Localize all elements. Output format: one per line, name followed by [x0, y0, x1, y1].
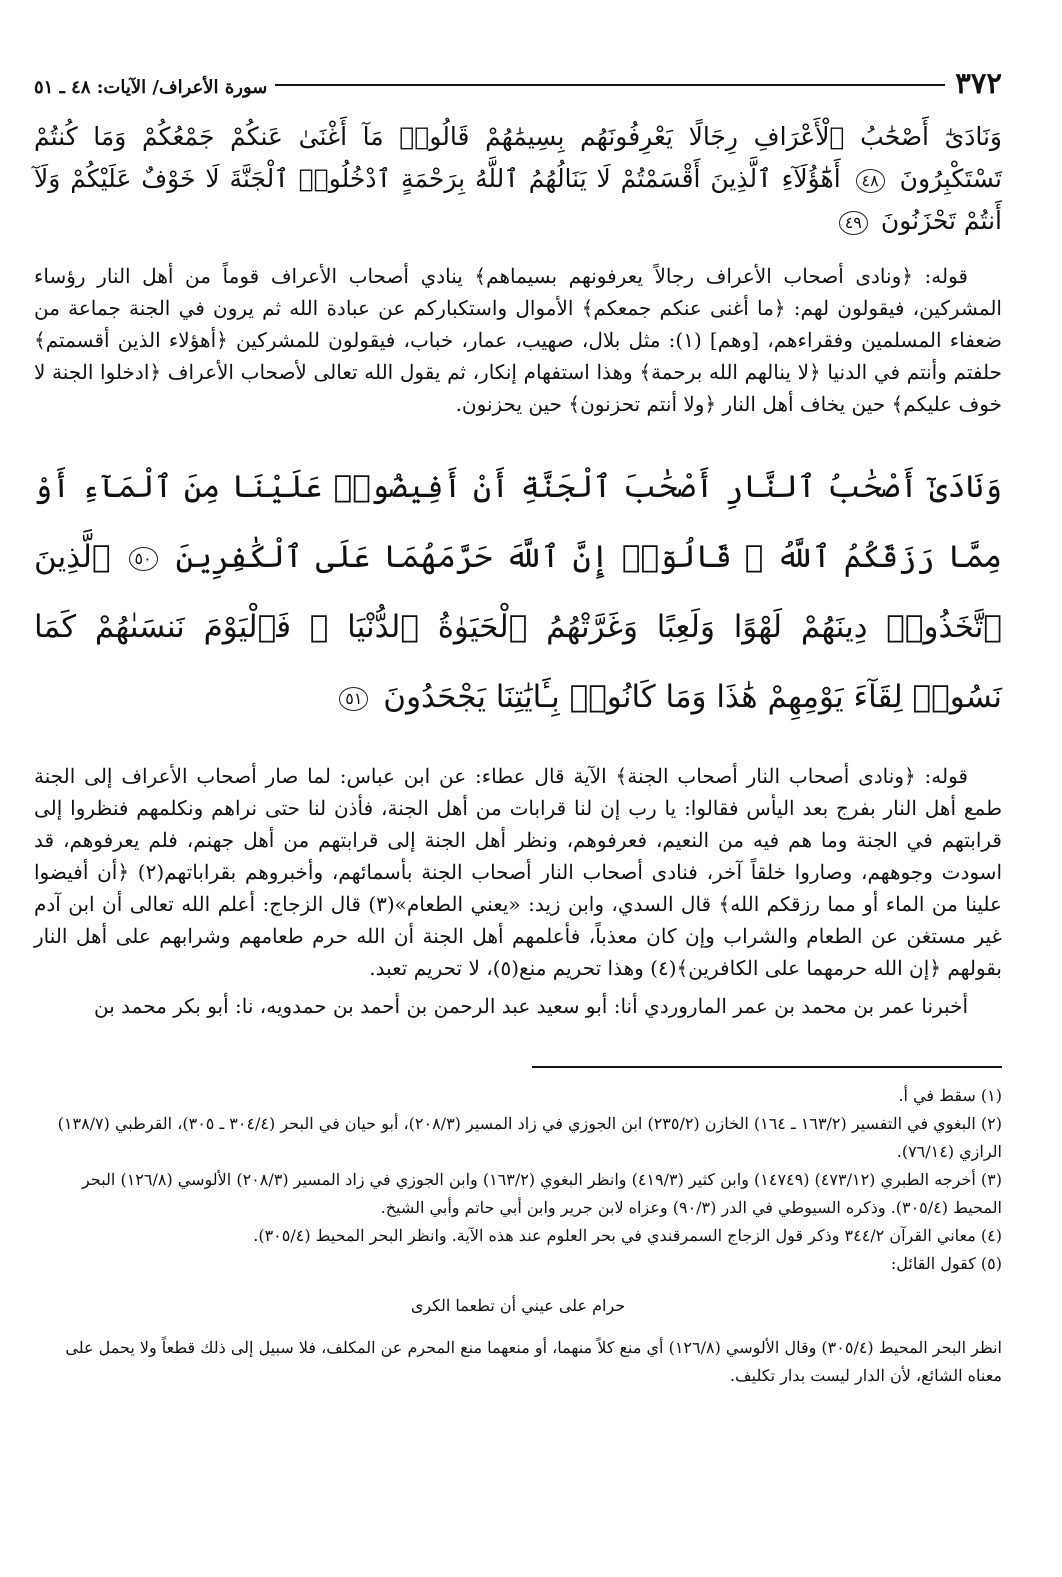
commentary-paragraph: قوله: ﴿ونادى أصحاب الأعراف رجالاً يعرفونهم بسيماهم﴾ ينادي أصحاب الأعراف قوماً من أهل النار رؤساء المشركين، فيقولون لهم: ﴿ما أغنى عنكم جمعكم﴾ الأموال واستكباركم عن عبادة الله ثم يرون في الجنة جماعة من ضعفاء المسلمين وفقراءهم، [وهم] (١): مثل بلال، صهيب، عمار، خباب، فيقولون للمشركين ﴿أهؤلاء الذين أقسمتم﴾ حلفتم وأنتم في الدنيا ﴿لا ينالهم الله برحمة﴾ وهذا استفهام إنكار، ثم يقول الله تعالى لأصحاب الأعراف ﴿ادخلوا الجنة لا خوف عليكم﴾ حين يخاف أهل النار ﴿ولا أنتم تحزنون﴾ حين يحزنون.: [34, 264, 1002, 416]
commentary-verses-48-49: [34, 260, 1002, 420]
quran-verses-50-51: [34, 452, 1002, 732]
ayah-marker-50: ٥٠: [129, 547, 158, 571]
running-header: [34, 56, 1002, 98]
footnotes: [34, 1082, 1002, 1390]
footnote-separator: [532, 1066, 1002, 1068]
footnote-4: (٤) معاني القرآن ٣٤٤/٢ وذكر قول الزجاج السمرقندي في بحر العلوم عند هذه الآية. وانظر البحر المحيط (٣٠٥/٤).: [253, 1226, 1002, 1245]
footnote-5-continuation: انظر البحر المحيط (٣٠٥/٤) وقال الألوسي (١٢٦/٨) أي منع كلاً منهما، أو منعهما منع المحرم عن المكلف، فلا سبيل إلى ذلك قطعاً ولا يحمل على معناه الشائع، لأن الدار ليست بدار تكليف.: [65, 1338, 1002, 1385]
page-number: ٣٧٢: [955, 66, 1002, 100]
commentary-paragraph: قوله: ﴿ونادى أصحاب النار أصحاب الجنة﴾ الآية قال عطاء: عن ابن عباس: لما صار أصحاب الأعراف إلى الجنة طمع أهل النار بفرج بعد اليأس فقالوا: يا رب إن لنا قرابات من أهل الجنة، فأذن لنا حتى نراهم ونكلمهم فنظروا إلى قرابتهم في الجنة وما هم فيه من النعيم، فعرفوهم، ونظر أهل الجنة إلى قرابتهم من أهل جهنم، فلم يعرفوهم، قد اسودت وجوههم، وصاروا خلقاً آخر، فنادى أصحاب النار أصحاب الجنة بأسمائهم، وأخبروهم بقراباتهم(٢) ﴿أن أفيضوا علينا من الماء أو مما رزقكم الله﴾ قال السدي، وابن زيد: «يعني الطعام»(٣) قال الزجاج: أعلم الله تعالى أن ابن آدم غير مستغن عن الطعام والشراب وإن كان معذباً، فأعلمهم أهل الجنة أن الله حرم طعامهم وشرابهم على أهل النار بقولهم ﴿إن الله حرمهما على الكافرين﴾(٤) وهذا تحريم منع(٥)، لا تحريم تعبد.: [34, 764, 1003, 980]
footnote-5: (٥) كقول القائل:: [890, 1254, 1002, 1273]
footnote-2: (٢) البغوي في التفسير (١٦٣/٢ ـ ١٦٤) الخازن (٢٣٥/٢) ابن الجوزي في زاد المسير (٢٠٨/٣)، أبو حيان في البحر (٣٠٤/٤ ـ ٣٠٥)، القرطبي (١٣٨/٧) الرازي (٧٦/١٤).: [57, 1114, 1002, 1161]
footnote-3: (٣) أخرجه الطبري (٤٧٣/١٢) (١٤٧٤٩) وابن كثير (٤١٩/٣) وانظر البغوي (١٦٣/٢) وابن الجوزي في زاد المسير (٢٠٨/٣) الألوسي (١٢٦/٨) البحر المحيط (٣٠٥/٤). وذكره السيوطي في الدر (٩٠/٣) وعزاه لابن جرير وابن أبي حاتم وأبي الشيخ.: [82, 1170, 1002, 1217]
page: [34, 56, 1002, 1390]
quran-verses-48-49: [34, 116, 1002, 242]
ayah-marker-51: ٥١: [339, 687, 368, 711]
header-rule: [275, 84, 945, 86]
verse-51-text: ٱلَّذِينَ ٱتَّخَذُوا۟ دِينَهُمْ لَهْوًا وَلَعِبًا وَغَرَّتْهُمُ ٱلْحَيَوٰةُ ٱلدُّنْيَا ۚ فَٱلْيَوْمَ نَنسَىٰهُمْ كَمَا نَسُوا۟ لِقَآءَ يَوْمِهِمْ هَٰذَا وَمَا كَانُوا۟ بِـَٔايَٰتِنَا يَجْحَدُونَ: [34, 539, 1002, 715]
ayah-marker-49: ٤٩: [839, 211, 868, 235]
verse-50-text: وَنَادَىٰٓ أَصْحَٰبُ ٱلنَّارِ أَصْحَٰبَ ٱلْجَنَّةِ أَنْ أَفِيضُوا۟ عَلَيْنَا مِنَ ٱلْمَآءِ أَوْ مِمَّا رَزَقَكُمُ ٱللَّهُ ۚ قَالُوٓا۟ إِنَّ ٱللَّهَ حَرَّمَهُمَا عَلَى ٱلْكَٰفِرِينَ: [34, 469, 1003, 575]
verse-49-text: أَهَٰٓؤُلَآءِ ٱلَّذِينَ أَقْسَمْتُمْ لَا يَنَالُهُمُ ٱللَّهُ بِرَحْمَةٍ ٱدْخُلُوا۟ ٱلْجَنَّةَ لَا خَوْفٌ عَلَيْكُمْ وَلَآ أَنتُمْ تَحْزَنُونَ: [34, 164, 1002, 235]
ayah-marker-48: ٤٨: [856, 169, 885, 193]
commentary-verses-50-51: [34, 760, 1002, 1022]
isnad-paragraph: أخبرنا عمر بن محمد بن عمر الماروردي أنا: أبو سعيد عبد الرحمن بن أحمد بن حمدويه، نا: أبو بكر محمد بن: [94, 994, 968, 1018]
footnote-1: (١) سقط في أ.: [898, 1086, 1002, 1105]
poem-line: حرام على عيني أن تطعما الكرى: [410, 1296, 626, 1315]
surah-verse-range: سورة الأعراف/ الآيات: ٤٨ ـ ٥١: [34, 77, 268, 98]
verse-48-text: وَنَادَىٰٓ أَصْحَٰبُ ٱلْأَعْرَافِ رِجَالًا يَعْرِفُونَهُم بِسِيمَٰهُمْ قَالُوا۟ مَآ أَغْنَىٰ عَنكُمْ جَمْعُكُمْ وَمَا كُنتُمْ تَسْتَكْبِرُونَ: [34, 122, 1002, 193]
